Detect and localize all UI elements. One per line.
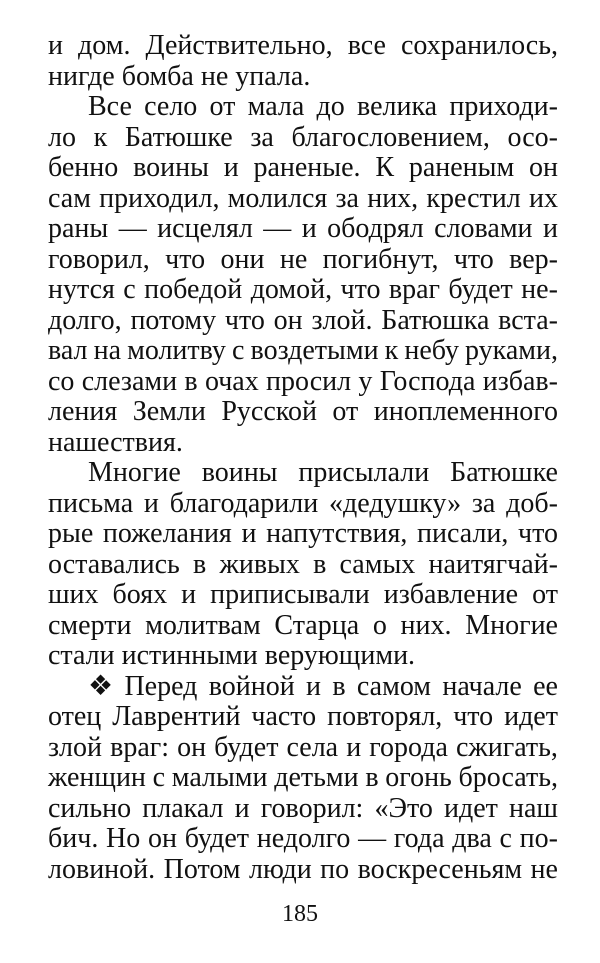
word: них, [367, 182, 419, 214]
word: к [384, 335, 399, 366]
text-line [48, 428, 558, 459]
word: иноплеменного [373, 396, 558, 427]
word: повторял, [327, 701, 443, 732]
word: — [263, 213, 292, 244]
word: Многие [88, 457, 181, 488]
word: и [48, 30, 63, 61]
word: говорил, [48, 243, 150, 275]
word: мала [247, 91, 305, 122]
text-line [48, 611, 558, 642]
word: войной [208, 670, 295, 702]
word: присылали [298, 457, 430, 488]
word: сильно [48, 792, 132, 824]
word: рые [48, 518, 94, 549]
paragraph [48, 92, 558, 458]
word: что [453, 243, 494, 275]
word: плакал [142, 792, 224, 824]
word: оставались [48, 548, 180, 580]
word: и [143, 487, 159, 519]
word: в [193, 548, 207, 580]
word: с [152, 762, 166, 793]
word: самом [356, 670, 432, 702]
text-line [48, 62, 558, 93]
word: бросать, [458, 762, 558, 793]
word: года [393, 823, 445, 854]
word: них. [400, 609, 452, 641]
word: с [499, 823, 512, 854]
word: бомба [121, 60, 194, 92]
word: Старца [274, 609, 360, 641]
word: с [123, 274, 136, 305]
word: сам [48, 182, 91, 214]
text-line [48, 184, 558, 215]
word: злой [48, 731, 103, 763]
word: и [346, 731, 362, 763]
word: Потом [163, 853, 241, 885]
word: и [306, 670, 322, 702]
word: избавление [383, 579, 519, 610]
text-line [48, 733, 558, 764]
word: ления [48, 396, 118, 427]
text-line [48, 794, 558, 825]
word: на [93, 335, 122, 366]
word: с [232, 335, 245, 366]
word: пожелания [102, 518, 232, 549]
paragraph [48, 458, 558, 672]
word: в [313, 548, 327, 580]
word: велика [357, 91, 438, 122]
word: села [286, 731, 339, 763]
text-line [48, 641, 558, 672]
word: доб- [506, 487, 558, 519]
paragraph [48, 31, 558, 92]
word: дом. [78, 30, 131, 61]
word: сохранилось, [401, 30, 558, 61]
word: молитвам [145, 609, 261, 641]
word: Батюшка [381, 304, 490, 336]
text-line [48, 458, 558, 489]
word: воскресеньям [357, 853, 523, 885]
word: что [165, 243, 206, 275]
word: исцелял [157, 213, 253, 244]
word: письма [48, 487, 134, 519]
word: нутся [48, 274, 115, 305]
word: Все [88, 91, 132, 122]
word: не [530, 853, 558, 885]
word: их [528, 182, 558, 214]
word: детьми [274, 762, 359, 793]
text-line [48, 336, 558, 367]
word: женщин [48, 762, 146, 793]
word: село [144, 91, 198, 122]
word: наш [509, 792, 558, 824]
word: бенно [48, 152, 119, 183]
word: Лаврентий [112, 701, 241, 732]
word: ших [48, 579, 99, 610]
word: воины [133, 152, 209, 183]
word: огонь [385, 762, 452, 793]
text-line [48, 550, 558, 581]
word: и [542, 213, 558, 244]
word: Действительно, [145, 30, 333, 61]
word: он [273, 304, 303, 336]
word: за [471, 487, 496, 519]
word: идет [504, 701, 558, 732]
word: приходил, [99, 182, 220, 214]
word: молитву [127, 335, 226, 366]
word: осо- [507, 121, 558, 153]
text-line [48, 245, 558, 276]
word: города [369, 731, 448, 763]
text-line [48, 92, 558, 123]
word: и [241, 518, 257, 549]
word: малыми [171, 762, 268, 793]
text-line [48, 672, 558, 703]
word: просил [266, 365, 352, 397]
word: что [340, 274, 381, 305]
text-line [48, 519, 558, 550]
word: вал [48, 335, 88, 366]
word: вста- [498, 304, 558, 336]
word: крестил [426, 182, 521, 214]
word: все [347, 30, 386, 61]
text-line [48, 763, 558, 794]
word: к [93, 121, 108, 153]
word: они [220, 243, 265, 275]
text-line [48, 153, 558, 184]
word: о [372, 609, 387, 641]
word: отец [48, 701, 102, 732]
text-line [48, 306, 558, 337]
word: воздетыми [250, 335, 379, 366]
word: до [316, 91, 345, 122]
word: по [320, 853, 350, 885]
word: «Это [374, 792, 433, 824]
word: руками, [465, 335, 558, 366]
word: приходи- [449, 91, 558, 122]
word: ободрял [327, 213, 424, 244]
word: часто [251, 701, 317, 732]
word: он [177, 731, 207, 763]
word: живых [219, 548, 300, 580]
word: напутствия, [266, 518, 408, 549]
word: воины [201, 457, 278, 488]
word: люди [249, 853, 312, 885]
word: и [223, 152, 239, 183]
word: Многие [465, 609, 558, 641]
word: от [332, 396, 359, 427]
word: идет [443, 792, 498, 824]
word: и [301, 213, 317, 244]
word: у [358, 365, 373, 397]
word: говорил: [260, 792, 364, 824]
word: словами [434, 213, 533, 244]
text-line [48, 580, 558, 611]
word: слезами [81, 365, 178, 397]
word: недолго [256, 823, 351, 854]
word: что [518, 518, 558, 549]
word: за [250, 121, 274, 153]
word: ловиной. [48, 853, 156, 885]
word: молился [227, 182, 328, 214]
text-line [48, 367, 558, 398]
word: упала. [235, 60, 311, 92]
word: очах [204, 365, 259, 397]
word: нашествия. [48, 426, 183, 458]
word: Перед [124, 670, 198, 702]
word: и [181, 579, 197, 610]
word: вер- [509, 243, 558, 275]
word: Господа [379, 365, 476, 397]
word: ❖ [88, 670, 114, 702]
word: что [224, 304, 265, 336]
word: враг: [110, 731, 170, 763]
word: будет [184, 823, 250, 854]
word: ее [533, 670, 558, 702]
word: не [279, 243, 308, 275]
word: К [375, 152, 395, 183]
word: победой [144, 274, 243, 305]
word: долго, [48, 304, 122, 336]
word: Земли [132, 396, 206, 427]
word: — [118, 213, 147, 244]
word: что [453, 701, 494, 732]
word: небу [404, 335, 459, 366]
word: и [234, 792, 250, 824]
word: бич. [48, 823, 99, 854]
word: в [332, 670, 346, 702]
text-line [48, 702, 558, 733]
word: погибнут, [322, 243, 439, 275]
text-line [48, 855, 558, 886]
text-line [48, 31, 558, 62]
word: — [358, 823, 387, 854]
word: раны [48, 213, 109, 244]
text-line [48, 397, 558, 428]
word: будет [448, 274, 513, 305]
word: самых [339, 548, 416, 580]
word: нигде [48, 60, 115, 92]
text-line [48, 489, 558, 520]
page-number: 185 [282, 901, 318, 927]
word: стали [48, 640, 115, 671]
word: ло [48, 121, 76, 153]
word: не- [521, 274, 558, 305]
word: раненые. [253, 152, 361, 183]
word: от [209, 91, 236, 122]
word: благословением, [291, 121, 490, 153]
word: верующими. [264, 640, 416, 671]
word: в [184, 365, 198, 397]
word: не [200, 60, 229, 92]
word: враг [388, 274, 441, 305]
word: наитягчай- [428, 548, 558, 580]
word: потому [130, 304, 217, 336]
page-body-text [48, 31, 558, 885]
word: «дедушку» [329, 487, 462, 519]
word: Русской [221, 396, 317, 427]
word: он [528, 152, 558, 183]
word: по- [519, 823, 558, 854]
text-line [48, 123, 558, 154]
word: за [335, 182, 359, 214]
word: раненым [408, 152, 515, 183]
word: приписывали [210, 579, 370, 610]
word: смерти [48, 609, 132, 641]
word: писали, [417, 518, 509, 549]
word: Батюшке [450, 457, 558, 488]
word: начале [442, 670, 522, 702]
word: два [452, 823, 492, 854]
word: в [365, 762, 379, 793]
word: будет [214, 731, 279, 763]
word: со [48, 365, 75, 397]
word: сжигать, [455, 731, 558, 763]
word: благодарили [169, 487, 319, 519]
word: истинными [121, 640, 258, 671]
word: Но [106, 823, 141, 854]
word: злой. [311, 304, 373, 336]
text-line [48, 275, 558, 306]
word: избав- [482, 365, 558, 397]
paragraph [48, 672, 558, 886]
word: домой, [250, 274, 333, 305]
word: Батюшке [124, 121, 233, 153]
text-line [48, 824, 558, 855]
word: он [147, 823, 177, 854]
text-line [48, 214, 558, 245]
word: боях [112, 579, 168, 610]
word: от [532, 579, 558, 610]
